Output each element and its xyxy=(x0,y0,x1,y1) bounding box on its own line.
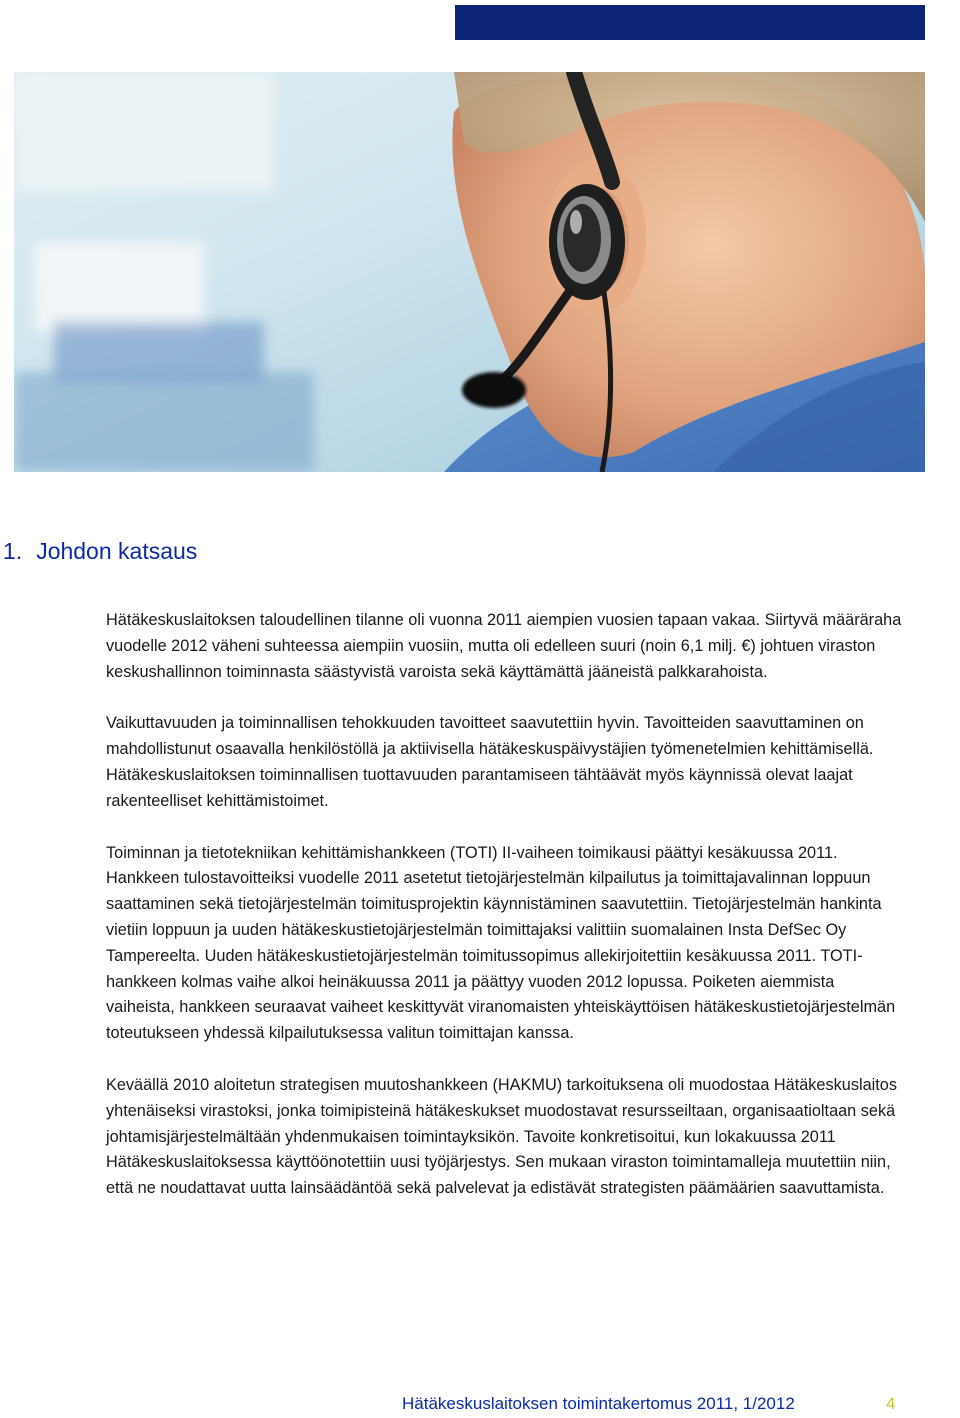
section-heading xyxy=(3,538,197,565)
paragraph-effectiveness: Vaikuttavuuden ja toiminnallisen tehokkuuden tavoitteet saavutettiin hyvin. Tavoitteiden saavuttaminen on mahdollistunut osaavalla henkilöstöllä ja aktiivisella hätäkeskuspäivystäjien työmenetelmien kehittämisellä. Hätäkeskuslaitoksen toiminnallisen tuottavuuden parantamiseen tähtäävät myös käynnissä olevat laajat rakenteelliset kehittämistoimet. xyxy=(106,714,874,810)
page-footer xyxy=(402,1394,902,1414)
section-title: Johdon katsaus xyxy=(36,538,198,564)
headset-operator-photo xyxy=(14,72,925,472)
page-number: 4 xyxy=(886,1394,896,1413)
footer-title: Hätäkeskuslaitoksen toimintakertomus 2011, 1/2012 xyxy=(402,1394,795,1413)
header-accent-bar xyxy=(455,5,925,40)
section-number: 1. xyxy=(3,538,23,564)
paragraph-finances: Hätäkeskuslaitoksen taloudellinen tilanne oli vuonna 2011 aiempien vuosien tapaan vakaa. Siirtyvä määräraha vuodelle 2012 väheni suhteessa aiempiin vuosiin, mutta oli edelleen suuri (noin 6,1 milj. €) johtuen viraston keskushallinnon toiminnasta säästyvistä varoista sekä käyttämättä jääneistä palkkarahoista. xyxy=(106,611,902,681)
paragraph-hakmu-project: Keväällä 2010 aloitetun strategisen muutoshankkeen (HAKMU) tarkoituksena oli muodostaa Hätäkeskuslaitos yhtenäiseksi virastoksi, jonka toimipisteinä hätäkeskukset muodostavat resursseiltaan, organisaatioltaan sekä johtamisjärjestelmältään yhdenmukaisen toimintayksikön. Tavoite konkretisoitui, kun lokakuussa 2011 Hätäkeskuslaitoksessa käyttöönotettiin uusi työjärjestys. Sen mukaan viraston toimintamalleja muutettiin niin, että ne noudattavat uutta lainsäädäntöä sekä palvelevat ja edistävät strategisten päämäärien saavuttamista. xyxy=(106,1075,897,1198)
body-text xyxy=(106,608,906,1228)
paragraph-toti-project: Toiminnan ja tietotekniikan kehittämishankkeen (TOTI) II-vaiheen toimikausi päättyi kesäkuussa 2011. Hankkeen tulostavoitteiksi vuodelle 2011 asetetut tietojärjestelmän kilpailutus ja toimittajavalinnan loppuun saattaminen sekä tietojärjestelmän toimitusprojektin käynnistäminen saavutettiin. Tietojärjestelmän hankinta vietiin loppuun ja uuden hätäkeskustietojärjestelmän toimittajaksi valittiin suomalainen Insta DefSec Oy Tampereelta. Uuden hätäkeskustietojärjestelmän toimitussopimus allekirjoitettiin kesäkuussa 2011. TOTI-hankkeen kolmas vaihe alkoi heinäkuussa 2011 ja päättyy vuoden 2012 lopussa. Poiketen aiemmista vaiheista, hankkeen seuraavat vaiheet keskittyvät viranomaisten yhteiskäyttöisen hätäkeskustietojärjestelmän toteutukseen yhdessä kilpailutuksessa valitun toimittajan kanssa. xyxy=(106,843,896,1043)
